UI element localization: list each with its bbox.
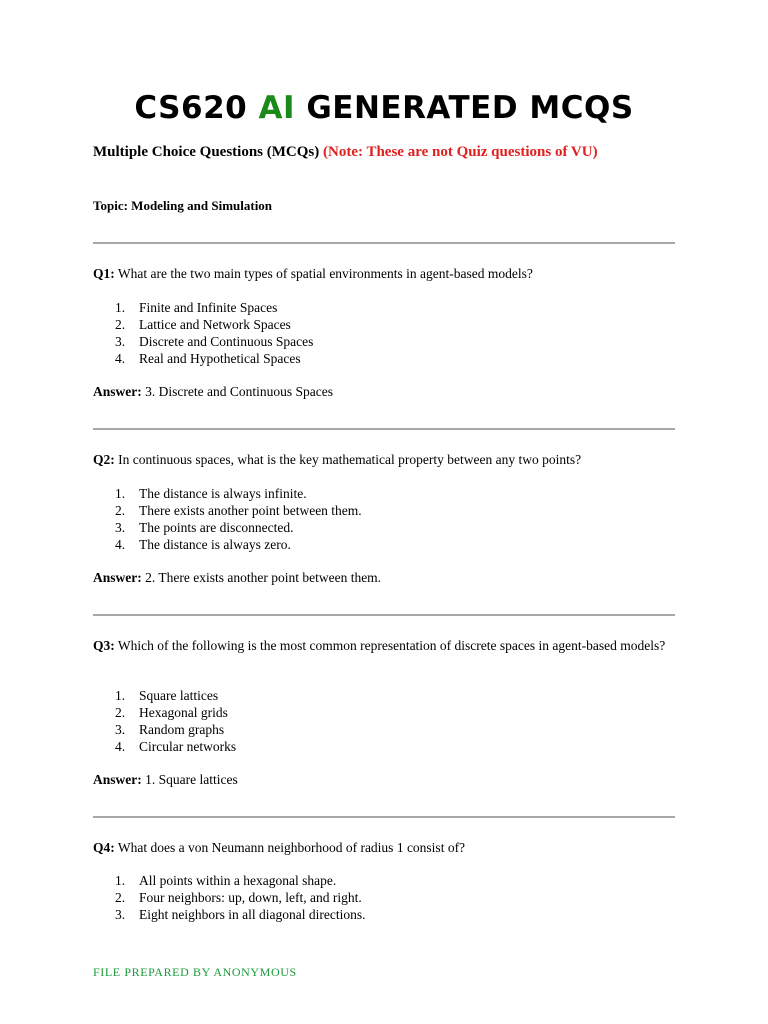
option-item: 2. Hexagonal grids xyxy=(115,705,228,720)
options-list-1 xyxy=(93,299,313,367)
question-3 xyxy=(93,637,673,654)
question-text: What are the two main types of spatial environments in agent-based models? xyxy=(114,266,533,281)
option-item: 3. Eight neighbors in all diagonal directions. xyxy=(115,907,366,922)
question-number: Q2: xyxy=(93,452,115,467)
option-text: Four neighbors: up, down, left, and right. xyxy=(139,890,362,905)
option-item: 3. Random graphs xyxy=(115,722,225,737)
answer-3 xyxy=(93,771,238,788)
option-text: Square lattices xyxy=(139,688,219,703)
option-text: Finite and Infinite Spaces xyxy=(139,300,278,315)
page-title xyxy=(0,88,768,128)
option-text: Hexagonal grids xyxy=(139,705,228,720)
option-item: 1. Finite and Infinite Spaces xyxy=(115,300,278,315)
option-item: 3. The points are disconnected. xyxy=(115,520,294,535)
option-item: 4. The distance is always zero. xyxy=(115,537,291,552)
answer-text: 2. There exists another point between them. xyxy=(141,570,382,585)
option-item: 1. All points within a hexagonal shape. xyxy=(115,873,337,888)
option-item: 4. Circular networks xyxy=(115,739,237,754)
option-text: All points within a hexagonal shape. xyxy=(139,873,337,888)
answer-text: 1. Square lattices xyxy=(141,772,238,787)
divider xyxy=(93,614,675,616)
divider xyxy=(93,242,675,244)
answer-label: Answer: xyxy=(93,384,142,399)
option-item: 1. Square lattices xyxy=(115,688,219,703)
option-text: There exists another point between them. xyxy=(139,503,362,518)
topic-line: Topic: Modeling and Simulation xyxy=(93,198,273,213)
option-text: Real and Hypothetical Spaces xyxy=(139,351,301,366)
answer-label: Answer: xyxy=(93,772,142,787)
intro-text xyxy=(93,143,673,161)
question-number: Q4: xyxy=(93,840,115,855)
options-list-4 xyxy=(93,872,365,923)
question-text: What does a von Neumann neighborhood of radius 1 consist of? xyxy=(114,840,466,855)
divider xyxy=(93,428,675,430)
option-text: The distance is always zero. xyxy=(139,537,291,552)
intro-note: (Note: These are not Quiz questions of VU) xyxy=(323,144,598,160)
question-4 xyxy=(93,839,673,856)
option-item: 1. The distance is always infinite. xyxy=(115,486,307,501)
question-number: Q3: xyxy=(93,638,115,653)
option-text: Lattice and Network Spaces xyxy=(139,317,291,332)
answer-label: Answer: xyxy=(93,570,142,585)
option-item: 2. There exists another point between them. xyxy=(115,503,362,518)
option-text: The distance is always infinite. xyxy=(139,486,307,501)
option-text: Discrete and Continuous Spaces xyxy=(139,334,314,349)
answer-text: 3. Discrete and Continuous Spaces xyxy=(141,384,333,399)
option-text: Eight neighbors in all diagonal directions. xyxy=(139,907,366,922)
options-list-3 xyxy=(93,687,236,755)
question-2 xyxy=(93,451,673,468)
footer-credit: FILE PREPARED BY ANONYMOUS xyxy=(93,965,297,979)
option-text: Random graphs xyxy=(139,722,225,737)
option-item: 3. Discrete and Continuous Spaces xyxy=(115,334,314,349)
answer-1 xyxy=(93,383,333,400)
title-prefix: CS620 xyxy=(134,90,259,126)
question-text: In continuous spaces, what is the key mathematical property between any two points? xyxy=(114,452,582,467)
option-text: Circular networks xyxy=(139,739,237,754)
option-item: 2. Lattice and Network Spaces xyxy=(115,317,291,332)
option-item: 4. Real and Hypothetical Spaces xyxy=(115,351,301,366)
intro-main: Multiple Choice Questions (MCQs) xyxy=(93,144,323,160)
answer-2 xyxy=(93,569,381,586)
question-1 xyxy=(93,265,673,282)
options-list-2 xyxy=(93,485,362,553)
question-text: Which of the following is the most common representation of discrete spaces in agent-based models? xyxy=(114,638,666,653)
question-number: Q1: xyxy=(93,266,115,281)
option-text: The points are disconnected. xyxy=(139,520,294,535)
divider xyxy=(93,816,675,818)
option-item: 2. Four neighbors: up, down, left, and right. xyxy=(115,890,362,905)
title-suffix: GENERATED MCQS xyxy=(295,90,634,126)
title-ai: AI xyxy=(258,90,296,126)
